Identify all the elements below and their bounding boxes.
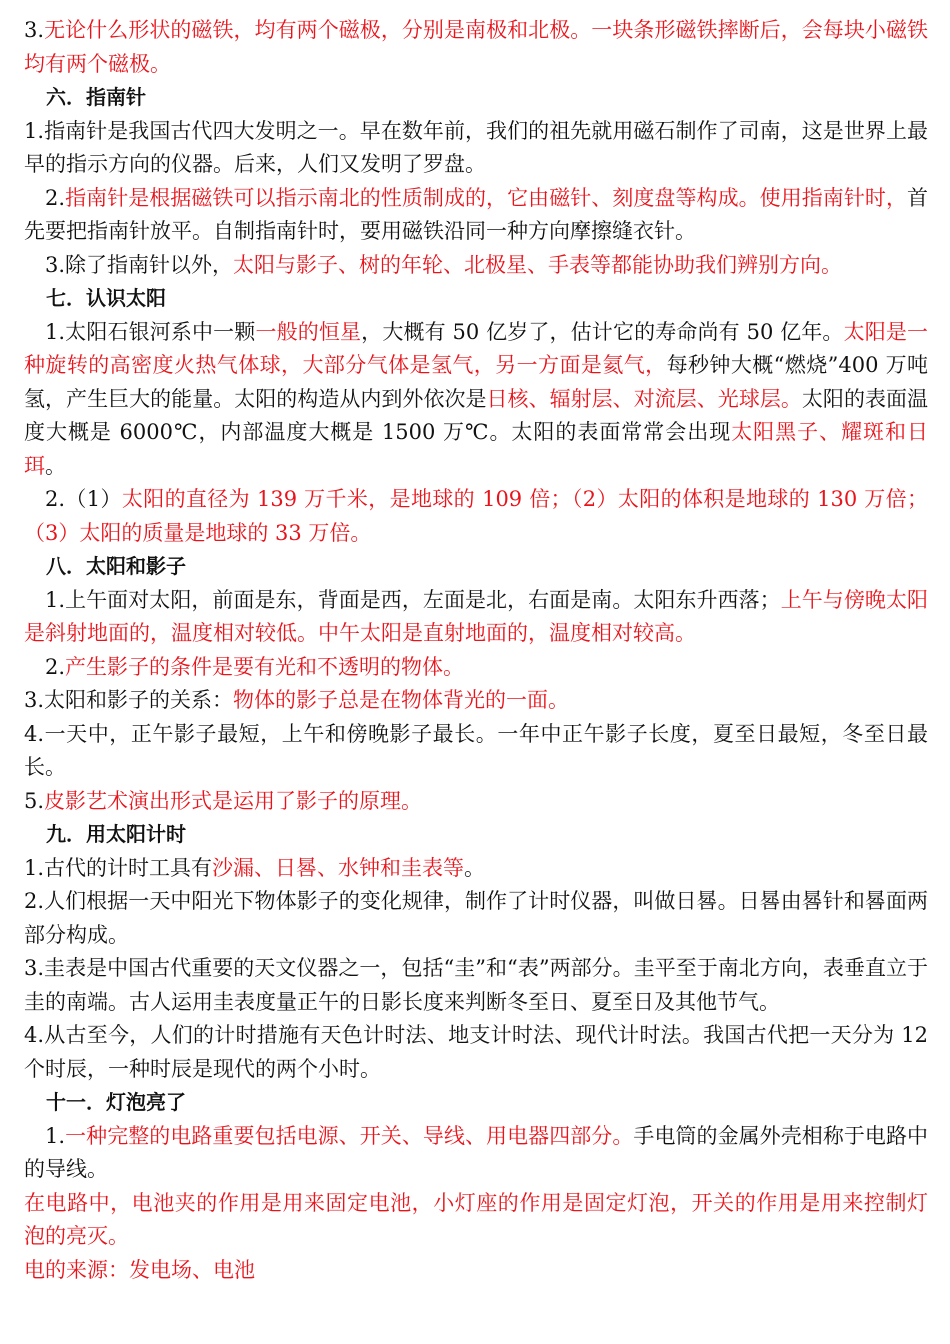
section-heading-sun-timekeeping: 九．用太阳计时 xyxy=(46,822,186,846)
text-run: 2.（1） xyxy=(45,487,122,511)
highlighted-text: 沙漏、日晷、水钟和圭表等 xyxy=(212,855,465,880)
section-heading-bulb: 十一．灯泡亮了 xyxy=(46,1090,186,1114)
text-run: 。 xyxy=(45,453,66,478)
highlighted-text: 无论什么形状的磁铁，均有两个磁极，分别是南极和北极。一块条形磁铁摔断后，会每块小磁铁均有两个磁极。 xyxy=(24,18,928,76)
paragraph xyxy=(24,1019,928,1086)
text-run: 2.人们根据一天中阳光下物体影子的变化规律，制作了计时仪器，叫做日晷。日晷由晷针和晷面两部分构成。 xyxy=(24,889,928,947)
paragraph xyxy=(24,249,928,283)
highlighted-text: 物体的影子总是在物体背光的一面。 xyxy=(233,688,570,712)
paragraph xyxy=(24,718,928,785)
paragraph xyxy=(24,584,928,651)
paragraph xyxy=(24,785,928,819)
highlighted-text: 电的来源：发电场、电池 xyxy=(24,1257,255,1282)
section-heading-sun-and-shadow: 八．太阳和影子 xyxy=(46,554,186,578)
text-run: 首先要把指南针放平。自制指南针时，要用磁铁沿同一种方向摩擦缝衣针。 xyxy=(24,185,928,243)
highlighted-text: 上午与傍晚太阳是斜射地面的，温度相对较低。中午太阳是直射地面的，温度相对较高。 xyxy=(24,587,928,645)
highlighted-text: 在电路中，电池夹的作用是用来固定电池，小灯座的作用是固定灯泡，开关的作用是用来控制灯 泡的亮灭。 xyxy=(24,1190,928,1248)
paragraph xyxy=(24,651,928,685)
paragraph xyxy=(24,1254,928,1288)
text-run: 4.一天中，正午影子最短，上午和傍晚影子最长。一年中正午影子长度，夏至日最短，冬至日最长。 xyxy=(24,721,928,779)
document-page xyxy=(24,14,928,1287)
text-run: 4.从古至今，人们的计时措施有天色计时法、地支计时法、现代计时法。我国古代把一天分为 12 个时辰，一种时辰是现代的两个小时。 xyxy=(24,1023,928,1081)
highlighted-text: 产生影子的条件是要有光和不透明的物体。 xyxy=(65,654,465,679)
text-run: 1.上午面对太阳，前面是东，背面是西，左面是北，右面是南。太阳东升西落； xyxy=(45,587,781,612)
paragraph xyxy=(24,115,928,182)
paragraph xyxy=(24,1120,928,1187)
text-run: 1. xyxy=(45,1123,66,1148)
paragraph xyxy=(24,182,928,249)
paragraph xyxy=(24,483,928,550)
text-run: 2. xyxy=(45,654,66,679)
paragraph xyxy=(24,952,928,1019)
highlighted-text: 太阳与影子、树的年轮、北极星、手表等都能协助我们辨别方向。 xyxy=(233,252,843,277)
text-run: 1.指南针是我国古代四大发明之一。早在数年前，我们的祖先就用磁石制作了司南，这是世界上最早的指示方向的仪器。后来，人们又发明了罗盘。 xyxy=(24,118,928,176)
paragraph xyxy=(24,14,928,81)
paragraph xyxy=(24,316,928,484)
section-heading-sun: 七．认识太阳 xyxy=(46,286,166,310)
text-run: 3.圭表是中国古代重要的天文仪器之一，包括“圭”和“表”两部分。圭平至于南北方向，表垂直立于圭的南端。古人运用圭表度量正午的日影长度来判断冬至日、夏至日及其他节气。 xyxy=(24,956,928,1014)
text-run: 3. xyxy=(24,18,45,42)
highlighted-text: 皮影艺术演出形式是运用了影子的原理。 xyxy=(44,788,423,813)
paragraph xyxy=(24,684,928,718)
paragraph xyxy=(24,852,928,886)
text-run: 5. xyxy=(24,788,45,813)
text-run: 3.除了指南针以外， xyxy=(45,252,234,277)
highlighted-text: 一种完整的电路重要包括电源、开关、导线、用电器四部分。 xyxy=(65,1123,634,1148)
text-run: 1.太阳石银河系中一颗 xyxy=(45,319,256,344)
text-run: 1.古代的计时工具有 xyxy=(24,855,213,880)
text-run: 。 xyxy=(464,855,486,880)
highlighted-text: 指南针是根据磁铁可以指示南北的性质制成的，它由磁针、刻度盘等构成。使用指南针时， xyxy=(65,185,907,210)
text-run: 手电筒的金属外壳相称于电路中的导线。 xyxy=(24,1123,929,1181)
text-run: ，大概有 50 亿岁了，估计它的寿命尚有 50 亿年。 xyxy=(361,319,844,344)
highlighted-text: 一般的恒星 xyxy=(255,319,362,344)
highlighted-text: 太阳的直径为 139 万千米，是地球的 109 倍；（2）太阳的体积是地球的 130 万倍；（3）太阳的质量是地球的 33 万倍。 xyxy=(24,487,928,545)
paragraph xyxy=(24,1187,928,1254)
text-run: 2. xyxy=(45,185,66,210)
text-run: 太阳的表面温度大概是 6000℃，内部温度大概是 1500 万℃。太阳的表面常常会出现 xyxy=(24,386,929,444)
section-heading-compass: 六．指南针 xyxy=(46,85,146,109)
highlighted-text: 太阳黑子、耀斑和日珥 xyxy=(24,420,928,478)
highlighted-text: 日核、辐射层、对流层、光球层。 xyxy=(486,386,802,411)
paragraph xyxy=(24,885,928,952)
text-run: 3.太阳和影子的关系： xyxy=(24,688,234,712)
text-run: 每秒钟大概“燃烧”400 万吨氢，产生巨大的能量。太阳的构造从内到外依次是 xyxy=(24,353,928,411)
highlighted-text: 太阳是一种旋转的高密度火热气体球，大部分气体是氢气，另一方面是氦气， xyxy=(24,319,929,377)
